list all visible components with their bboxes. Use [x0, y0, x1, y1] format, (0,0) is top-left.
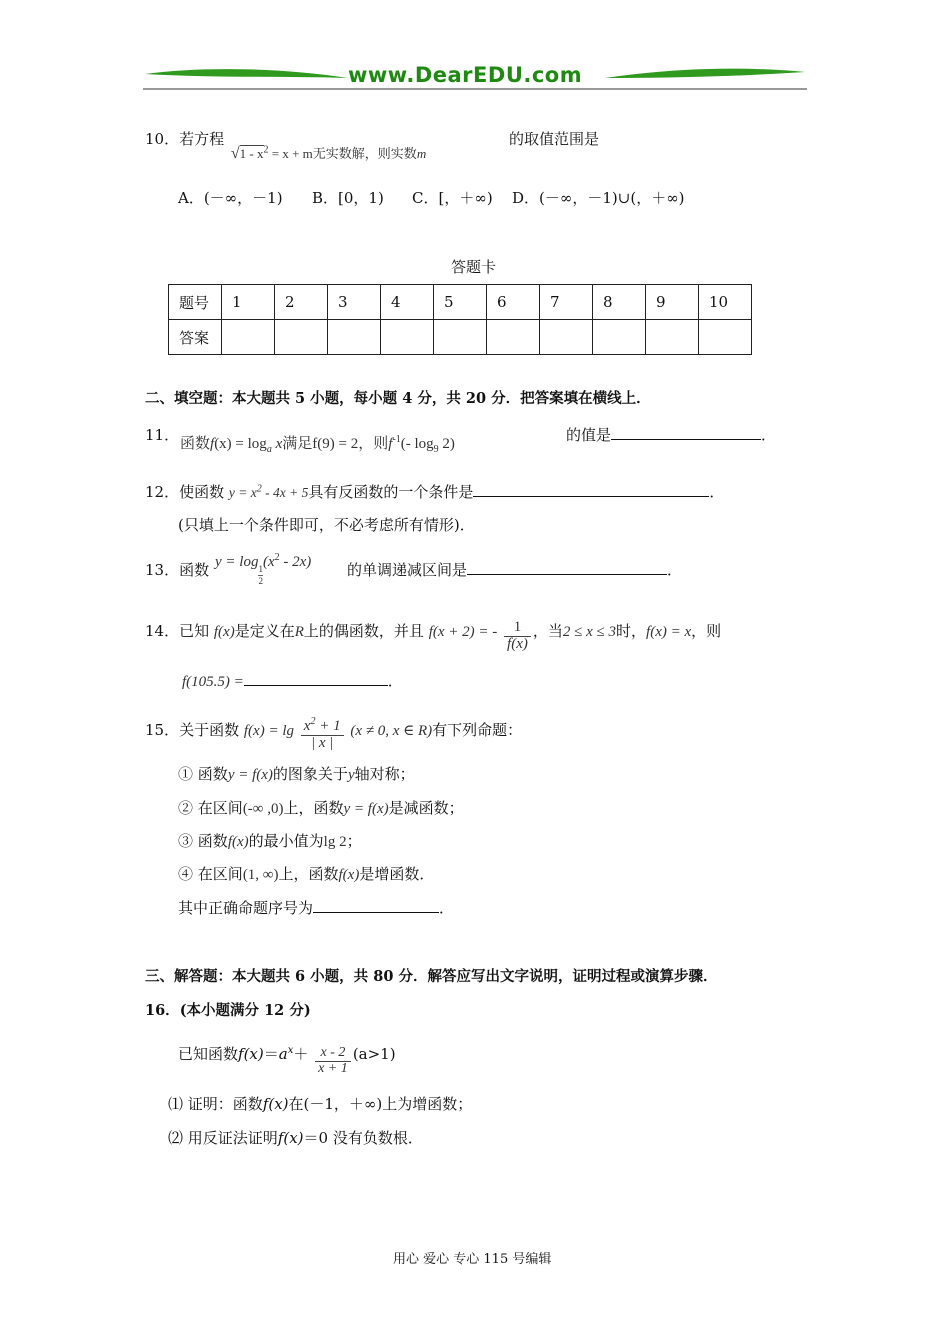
text: 证明：函数 — [187, 1095, 263, 1113]
q12-note: (只填上一个条件即可，不必考虑所有情形)． — [178, 516, 475, 534]
question-number: 14． — [145, 622, 180, 640]
item-mark: ③ — [178, 832, 194, 850]
eq-part: y = x — [228, 485, 257, 500]
eq-part: - 4x + 5 — [261, 485, 309, 500]
question-16 — [145, 999, 311, 1020]
q10-option-c: C．[，＋∞) — [412, 189, 493, 207]
eq-part: f(x) = x — [646, 624, 692, 640]
answer-cell[interactable] — [222, 320, 275, 355]
site-title[interactable]: www.DearEDU.com — [348, 63, 583, 87]
text: 轴对称； — [354, 765, 415, 783]
answer-cell[interactable] — [434, 320, 487, 355]
exponent: 2 — [256, 483, 262, 495]
eq-part: (1, ∞) — [242, 867, 279, 883]
question-text: 若方程 — [179, 130, 225, 148]
eq-part: f(x) = lg — [243, 722, 294, 739]
sqrt-arg: 1 - x — [239, 146, 264, 161]
text: 函数 — [197, 832, 228, 850]
text: 在区间 — [197, 799, 243, 817]
q16-stem — [178, 1043, 396, 1077]
exponent: 2 — [274, 552, 280, 563]
fraction — [504, 620, 531, 653]
text: 2) — [438, 436, 455, 452]
row-label: 答案 — [169, 320, 222, 355]
section-3-heading: 三、解答题：本大题共 6 小题，共 80 分．解答应写出文字说明，证明过程或演算步骤． — [145, 968, 718, 985]
eq-part: y — [347, 767, 355, 783]
text: 是定义在 — [234, 622, 295, 640]
question-10 — [145, 128, 427, 162]
var: R — [294, 624, 304, 640]
equation — [229, 485, 308, 500]
question-12 — [145, 481, 724, 502]
q11-equation — [180, 432, 455, 455]
denominator: | x | — [310, 734, 334, 751]
q10-option-b: B．[0，1) — [312, 189, 384, 207]
q15-conclusion — [178, 897, 454, 918]
question-number: 10． — [145, 130, 180, 148]
eq-part: - 2x) — [279, 554, 312, 570]
text: ＋ — [293, 1045, 309, 1063]
table-cell: 9 — [646, 285, 699, 320]
numerator: x - 2 — [315, 1046, 351, 1062]
eq-part: lg 2 — [323, 834, 347, 850]
answer-cell[interactable] — [381, 320, 434, 355]
eq-part: (-∞ ,0) — [242, 801, 284, 817]
inverse-exp: -1 — [392, 434, 401, 445]
num-rest: + 1 — [315, 718, 341, 734]
numerator: 1 — [504, 620, 531, 637]
text: 已知 — [179, 622, 210, 640]
row-label: 题号 — [169, 285, 222, 320]
variable-m: m — [416, 146, 427, 161]
denominator: f(x) — [507, 636, 528, 652]
answer-cell[interactable] — [646, 320, 699, 355]
table-cell: 1 — [222, 285, 275, 320]
equation-tail: 无实数解，则实数 — [312, 146, 417, 161]
question-number: 15． — [145, 720, 180, 739]
question-number: 11． — [145, 426, 180, 444]
part-mark: ⑵ — [168, 1129, 184, 1147]
text: 有下列命题： — [432, 720, 523, 739]
table-cell: 10 — [699, 285, 752, 320]
answer-cell[interactable] — [540, 320, 593, 355]
q16-part-2 — [168, 1127, 423, 1148]
answer-blank[interactable] — [244, 670, 388, 686]
var: f — [388, 436, 393, 452]
fraction — [301, 717, 344, 752]
eq-part: f(x) — [262, 1095, 289, 1113]
answer-card-table — [168, 284, 752, 355]
answer-cell[interactable] — [328, 320, 381, 355]
q11-after — [566, 424, 776, 445]
answer-cell[interactable] — [699, 320, 752, 355]
numerator — [301, 717, 344, 736]
base-num: 1 — [258, 564, 263, 575]
eq-part: y = f(x) — [343, 801, 389, 817]
log-base: a — [266, 444, 272, 455]
table-row — [169, 285, 752, 320]
log-base: 9 — [433, 444, 439, 455]
header-banner — [143, 62, 807, 92]
text: (x) = log — [214, 436, 267, 452]
table-cell: 4 — [381, 285, 434, 320]
text: ． — [761, 426, 777, 444]
question-10-after: 的取值范围是 — [509, 130, 600, 148]
text: ，当 — [532, 622, 563, 640]
item-mark: ① — [178, 765, 194, 783]
equation-rest: = x + m — [271, 146, 313, 161]
eq-part: y = log — [215, 554, 259, 570]
text: ． — [439, 899, 455, 917]
answer-blank[interactable] — [473, 481, 709, 497]
exponent: 2 — [263, 144, 269, 156]
answer-card-title: 答题卡 — [451, 258, 497, 276]
answer-blank[interactable] — [611, 424, 761, 440]
text: 的图象关于 — [272, 765, 348, 783]
text: ＝ — [263, 1045, 279, 1063]
equation: $√1 - x^2 = x + m$无实数解，则实数m — [230, 144, 427, 162]
text: 在(－1，＋∞)上为增函数； — [288, 1095, 473, 1113]
q15-item-4 — [178, 863, 434, 884]
text: 上，函数 — [278, 865, 339, 883]
text: ； — [346, 832, 362, 850]
eq-part: f(x) — [227, 834, 249, 850]
text: 则 — [373, 436, 389, 452]
table-cell: 7 — [540, 285, 593, 320]
denominator: x + 1 — [318, 1061, 348, 1076]
text: 是减函数； — [388, 799, 464, 817]
table-cell: 5 — [434, 285, 487, 320]
base-den: 2 — [258, 576, 263, 586]
answer-blank[interactable] — [467, 559, 667, 575]
exponent: 2 — [310, 716, 316, 727]
q15-item-3 — [178, 830, 362, 851]
text: 已知函数 — [178, 1045, 239, 1063]
q13-after — [347, 559, 682, 580]
text: 使函数 — [179, 483, 225, 501]
text: 在区间 — [197, 865, 243, 883]
text: 上，函数 — [283, 799, 344, 817]
eq-part: f(x) — [213, 624, 235, 640]
text: ＝0 没有负数根． — [303, 1129, 423, 1147]
table-cell: 8 — [593, 285, 646, 320]
item-mark: ④ — [178, 865, 194, 883]
text: ，则 — [691, 622, 722, 640]
text: 的单调递减区间是 — [347, 561, 468, 579]
eq-part: 2 ≤ x ≤ 3 — [562, 624, 617, 640]
var: a — [278, 1045, 288, 1063]
eq-part: (x — [262, 554, 275, 570]
item-mark: ② — [178, 799, 194, 817]
q10-option-a: A．(－∞，－1) — [178, 189, 283, 207]
eq-part: f(105.5) = — [182, 674, 244, 690]
text: 上的偶函数，并且 — [303, 622, 424, 640]
eq-part: f(x) — [238, 1045, 264, 1063]
question-15 — [145, 717, 522, 752]
question-number: 13． — [145, 561, 180, 579]
table-cell: 2 — [275, 285, 328, 320]
exponent: x — [287, 1045, 294, 1056]
question-title: (本小题满分 12 分) — [179, 1002, 311, 1019]
question-number: 12． — [145, 483, 180, 501]
text: 的最小值为 — [248, 832, 324, 850]
var: x — [271, 436, 283, 452]
question-11 — [145, 424, 179, 445]
text: (- log — [400, 436, 434, 452]
answer-cell[interactable] — [275, 320, 328, 355]
q10-option-d: D．(－∞，－1)∪(，＋∞) — [512, 189, 685, 207]
text: 的值是 — [566, 426, 612, 444]
eq-part: f(x) — [277, 1129, 304, 1147]
question-13 — [145, 559, 209, 580]
condition: (x ≠ 0, x ∈ R) — [350, 722, 433, 739]
fraction — [315, 1046, 351, 1076]
text: 满足 — [282, 436, 313, 452]
text: 函数 — [179, 561, 210, 579]
q15-item-1 — [178, 763, 415, 784]
condition: f(9) = 2， — [312, 436, 374, 452]
text: ． — [667, 561, 683, 579]
text: 是增函数． — [359, 865, 435, 883]
condition: (a>1) — [352, 1045, 396, 1063]
text: 函数 — [180, 436, 211, 452]
table-cell: 6 — [487, 285, 540, 320]
answer-blank[interactable] — [313, 897, 439, 913]
text: 其中正确命题序号为 — [178, 899, 314, 917]
table-row — [169, 320, 752, 355]
text: 具有反函数的一个条件是 — [308, 483, 474, 501]
text: ． — [387, 672, 403, 690]
q15-item-2 — [178, 797, 464, 818]
part-mark: ⑴ — [168, 1095, 184, 1113]
section-2-heading: 二、填空题：本大题共 5 小题，每小题 4 分，共 20 分．把答案填在横线上． — [145, 390, 651, 407]
eq-part: f(x + 2) = - — [428, 624, 498, 640]
q16-part-1 — [168, 1093, 472, 1114]
q14-line2 — [182, 670, 403, 691]
answer-cell[interactable] — [593, 320, 646, 355]
text: 关于函数 — [179, 720, 240, 739]
eq-part: y = f(x) — [227, 767, 273, 783]
table-cell: 3 — [328, 285, 381, 320]
question-14 — [145, 620, 721, 653]
text: 用反证法证明 — [187, 1129, 278, 1147]
eq-part: f(x) — [338, 867, 360, 883]
num-x: x — [303, 718, 311, 734]
text: ． — [709, 483, 725, 501]
var: f — [210, 436, 215, 452]
footer: 用心 爱心 专心 115 号编辑 — [393, 1252, 552, 1267]
answer-cell[interactable] — [487, 320, 540, 355]
text: 时， — [616, 622, 647, 640]
text: 函数 — [197, 765, 228, 783]
question-number: 16． — [145, 1002, 180, 1019]
q13-equation — [215, 552, 311, 587]
